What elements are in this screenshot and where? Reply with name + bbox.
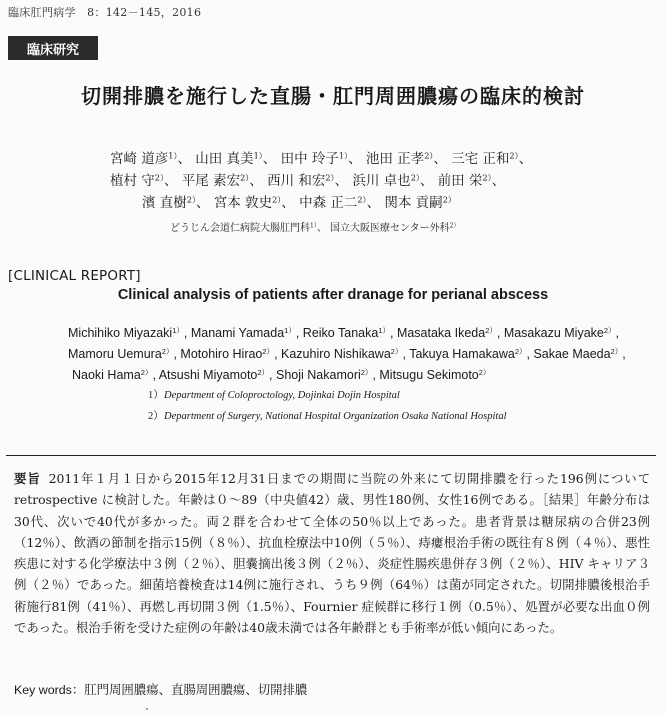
author-en: Kazuhiro Nishikawa: [281, 347, 391, 361]
keywords-text: 肛門周囲膿瘍、直腸周囲膿瘍、切開排膿: [84, 682, 308, 697]
author-aff: 1）: [338, 150, 349, 161]
author-ja: 池田 正孝: [365, 151, 425, 167]
author-aff: 2）: [161, 346, 174, 356]
author-ja: 宮崎 道彦: [110, 151, 169, 167]
author-aff: 2）: [257, 367, 270, 377]
title-en: Clinical analysis of patients after dranage for perianal abscess: [117, 287, 549, 303]
author-ja: 平尾 素宏: [181, 173, 241, 189]
author-ja: 植村 守: [110, 173, 155, 189]
keywords-label: Key words：: [14, 683, 85, 697]
authors-en-row: Michihiko Miyazaki$^{1)}$, Manami Yamada$^{1)}$, Reiko Tanaka$^{1)}$, Masataka Ikeda$^{2)}$, Masakazu Miyake$^{2)}$,: [68, 325, 620, 340]
author-en: Mamoru Uemura: [68, 347, 162, 361]
author-aff: 2）: [603, 325, 616, 335]
title-ja: 切開排膿を施行した直腸・肛門周囲膿瘍の臨床的検討: [81, 84, 585, 108]
author-aff: 2）: [240, 172, 250, 183]
authors-en: [68, 323, 648, 386]
author-aff: 2）: [262, 346, 275, 356]
scan-speck: [146, 708, 148, 710]
affiliation-en: [148, 406, 507, 427]
author-ja: 宮本 敦史: [213, 195, 273, 211]
author-en: Michihiko Miyazaki: [68, 326, 173, 340]
author-aff: 1）: [378, 325, 390, 335]
affiliations-ja: どうじん会道仁病院大腸肛門科$^{1)}$、 国立大阪医療センター外科$^{2)}$: [170, 222, 460, 234]
section-tag: 臨床研究: [8, 36, 98, 60]
author-aff: 2）: [514, 346, 527, 356]
report-label: [CLINICAL REPORT]: [8, 268, 141, 284]
author-aff: 2）: [610, 346, 623, 356]
author-en: Manami Yamada: [190, 326, 285, 340]
author-ja: 田中 玲子: [280, 151, 339, 167]
affiliation-en: [148, 385, 507, 406]
author-ja: 西川 和宏: [267, 173, 326, 189]
author-en: Reiko Tanaka: [302, 326, 379, 340]
authors-en-row: Naoki Hama$^{2)}$, Atsushi Miyamoto$^{2)}$, Shoji Nakamori$^{2)}$, Mitsugu Sekimoto$^{2)}$: [72, 367, 491, 382]
affiliation-ja: 国立大阪医療センター外科: [330, 223, 450, 234]
affiliation-num: 2）: [449, 222, 460, 230]
author-aff: 2）: [482, 172, 492, 183]
author-en: Shoji Nakamori: [276, 368, 361, 382]
author-aff: 2）: [424, 150, 434, 161]
keywords: [14, 680, 650, 698]
author-aff: 2）: [410, 172, 420, 183]
author-ja: 前田 栄: [437, 173, 483, 189]
author-aff: 2）: [478, 367, 491, 377]
authors-ja-row: 植村 守$^{2)}$、 平尾 素宏$^{2)}$、 西川 和宏$^{2)}$、 浜川 卓也$^{2)}$、 前田 栄$^{2)}$、: [110, 172, 506, 189]
authors-ja-row: 宮崎 道彦$^{1)}$、 山田 真美$^{1)}$、 田中 玲子$^{1)}$、 池田 正孝$^{2)}$、 三宅 正和$^{2)}$、: [110, 150, 533, 167]
author-ja: 中森 正二: [299, 195, 358, 211]
author-aff: 2）: [140, 367, 153, 377]
author-aff: 2）: [509, 150, 519, 161]
author-en: Sakae Maeda: [533, 347, 611, 361]
author-aff: 2）: [485, 325, 497, 335]
author-en: Naoki Hama: [72, 368, 141, 382]
author-aff: 1）: [284, 325, 296, 335]
affiliations-en: [148, 385, 507, 427]
abstract-body: 2011年１月１日から2015年12月31日までの期間に当院の外来にて切開排膿を行った196例について retrospective に検討した。年齢は０〜89（中央値42）歳、男性180例、女性16例である。［結果］年齢分布は30代、次いで40代が多かった。両２群を合わせて全体の50％以上であった。患者背景は糖尿病の合併23例（12％）、飲酒の節制を指示15例（８％）、抗血栓療法中10例（５％）、痔瘻根治手術の既往有８例（４％）、悪性疾患に対する化学療法中３例（２％）、胆嚢摘出後３例（２％）、炎症性腸疾患併存３例（２％）、HIV キャリア３例（２％）であった。細菌培養検査は14例に施行され、うち９例（64％）は菌が同定された。切開排膿後根治手術施行81例（41％）、再燃し再切開３例（1.5％）、Fournier 症候群に移行１例（0.5％）、処置が必要な出血０例であった。根治手術を受けた症例の年齢は40歳未満では各年齢群とも手術率が低い傾向にあった。: [14, 471, 650, 636]
author-aff: 1）: [172, 325, 184, 335]
author-ja: 濱 直樹: [142, 195, 187, 211]
affiliation-num: 1）: [148, 390, 164, 401]
author-aff: 2）: [360, 367, 373, 377]
authors-ja: [110, 148, 640, 214]
author-en: Atsushi Miyamoto: [158, 368, 258, 382]
author-ja: 関本 貢嗣: [384, 195, 443, 211]
authors-ja-row: 濱 直樹$^{2)}$、 宮本 敦史$^{2)}$、 中森 正二$^{2)}$、 関本 貢嗣$^{2)}$: [142, 194, 456, 211]
author-en: Masakazu Miyake: [503, 326, 604, 340]
author-aff: 2）: [390, 346, 403, 356]
author-ja: 浜川 卓也: [352, 173, 411, 189]
author-aff: 1）: [168, 150, 178, 161]
author-aff: 2）: [154, 172, 164, 183]
author-aff: 1）: [253, 150, 263, 161]
author-en: Motohiro Hirao: [180, 347, 263, 361]
author-aff: 2）: [442, 194, 456, 205]
author-aff: 2）: [357, 194, 367, 205]
authors-en-row: Mamoru Uemura$^{2)}$, Motohiro Hirao$^{2)}$, Kazuhiro Nishikawa$^{2)}$, Takuya Hamakawa$^{2)}$, Sakae Maeda$^{2)}$,: [68, 346, 626, 361]
author-en: Takuya Hamakawa: [409, 347, 515, 361]
affiliation-num: 1）: [310, 222, 317, 230]
abstract-lead: 要旨: [14, 471, 41, 486]
author-en: Mitsugu Sekimoto: [379, 368, 479, 382]
journal-header: 臨床肛門病学 8：142－145，2016: [8, 6, 202, 19]
affiliation-ja: どうじん会道仁病院大腸肛門科: [170, 223, 310, 234]
author-aff: 2）: [325, 172, 335, 183]
author-aff: 2）: [272, 194, 282, 205]
author-aff: 2）: [186, 194, 196, 205]
affiliation-text: Department of Surgery, National Hospital Organization Osaka National Hospital: [164, 411, 507, 422]
abstract: [14, 468, 650, 638]
affiliation-text: Department of Coloproctology, Dojinkai Dojin Hospital: [164, 390, 400, 401]
author-en: Masataka Ikeda: [396, 326, 486, 340]
affiliation-num: 2）: [148, 411, 164, 422]
author-ja: 三宅 正和: [451, 151, 510, 167]
author-ja: 山田 真美: [195, 151, 254, 167]
